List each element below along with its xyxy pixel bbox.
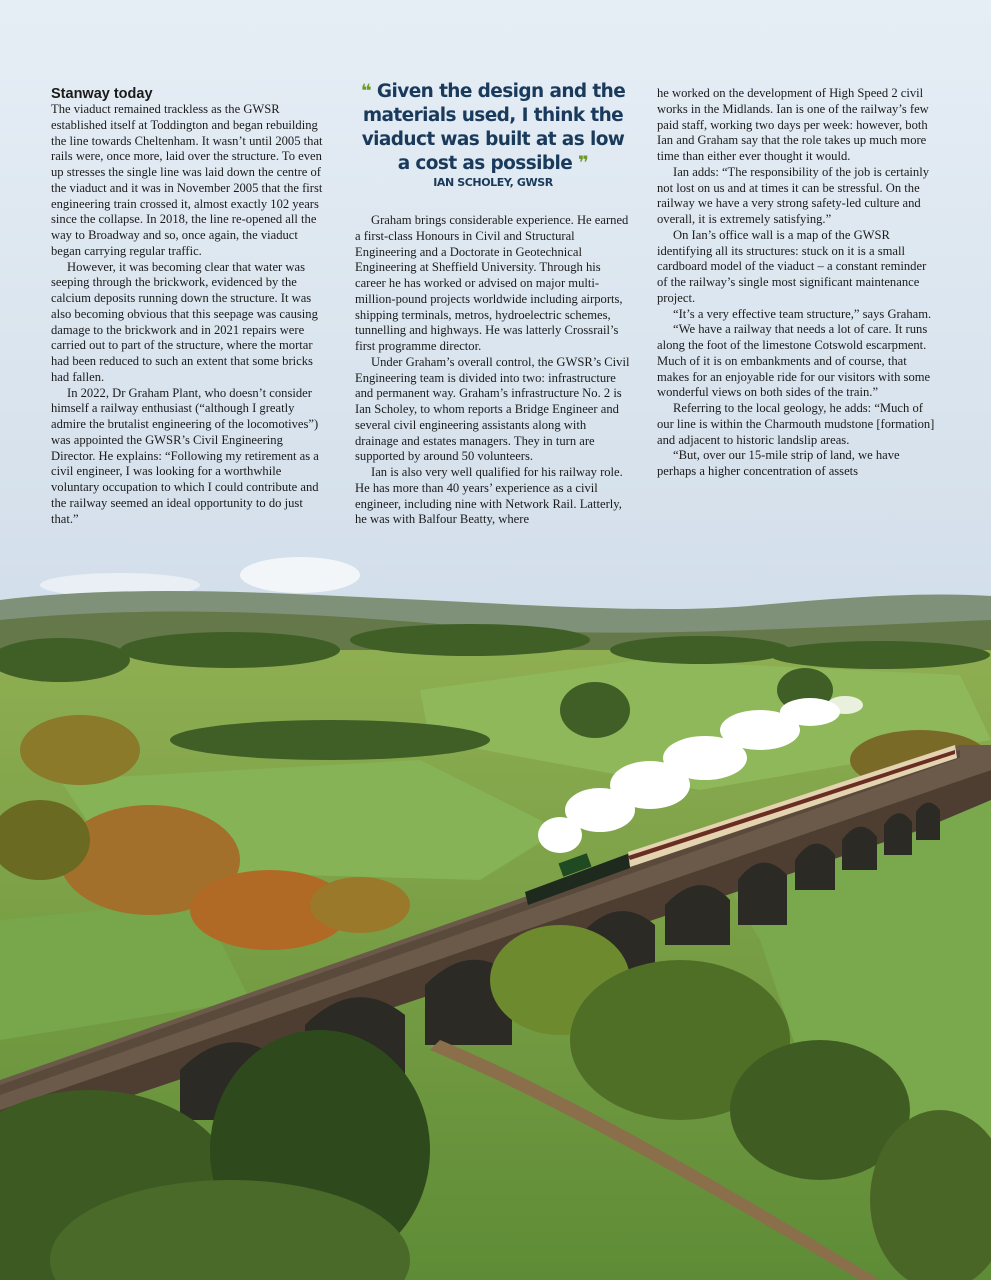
section-heading: Stanway today bbox=[51, 86, 153, 102]
column-middle bbox=[355, 213, 631, 528]
paragraph: On Ian’s office wall is a map of the GWSR identifying all its structures: stuck on it is a small cardboard model of the viaduct – a constant reminder of the railway’s single most significant maintenance project. bbox=[657, 227, 927, 305]
cloud bbox=[240, 557, 360, 593]
paragraph: Ian is also very well qualified for his railway role. He has more than 40 years’ experience as a civil engineer, including nine with Network Rail. Latterly, he was with Balfour Beatty, where bbox=[355, 465, 623, 527]
paragraph: Graham brings considerable experience. He earned a first-class Honours in Civil and Structural Engineering and a Doctorate in Geotechnical Engineering at Sheffield University. Through his career he has worked or advised on major multi-million-pound projects worldwide including airports, shipping terminals, metros, hydroelectric schemes, tunnelling and highways. He was latterly Crossrail’s first programme director. bbox=[355, 213, 629, 353]
paragraph: Under Graham’s overall control, the GWSR’s Civil Engineering team is divided into two: infrastructure and permanent way. Graham’s infrastructure No. 2 is Ian Scholey, to whom reports a Bridge Engineer and several civil engineering assistants along with drainage and estates managers. They in turn are supported by around 50 volunteers. bbox=[355, 354, 630, 464]
paragraph: “It’s a very effective team structure,” says Graham. bbox=[673, 306, 932, 321]
paragraph: he worked on the development of High Speed 2 civil works in the Midlands. Ian is one of the railway’s few paid staff, working two days per week: however, both Ian and Graham say that the role takes up much more time than either ever thought it would. bbox=[657, 86, 929, 163]
close-quote-icon: ❞ bbox=[578, 153, 589, 174]
column-right bbox=[657, 86, 935, 480]
paragraph: In 2022, Dr Graham Plant, who doesn’t consider himself a railway enthusiast (“although I greatly admire the brutalist engineering of the locomotives”) was appointed the GWSR’s Civil Engineering Director. He explains: “Following my retirement as a civil engineer, I was looking for a worthwhile voluntary occupation to which I could contribute and the railway seemed an ideal opportunity to do just that.” bbox=[51, 385, 319, 526]
paragraph: The viaduct remained trackless as the GWSR established itself at Toddington and began rebuilding the line towards Cheltenham. It wasn’t until 2005 that rails were, once more, laid over the structure. To even up stresses the single line was laid down the centre of the viaduct and it was in November 2005 that the first engineering train crossed it, almost exactly 102 years since the collapse. In 2018, the line re-opened all the way to Broadway and so, once again, the viaduct began carrying regular traffic. bbox=[51, 102, 323, 258]
paragraph: However, it was becoming clear that water was seeping through the brickwork, evidenced by the calcium deposits running down the structure. It was also becoming obvious that this seepage was causing damage to the brickwork and in 2021 repairs were carried out to part of the structure, where the mortar had been reduced to such an extent that some bricks had fallen. bbox=[51, 259, 318, 384]
pull-quote-text: Given the design and the materials used, I think the viaduct was built at as low a cost as possible bbox=[361, 81, 626, 174]
pull-quote-attribution: IAN SCHOLEY, GWSR bbox=[433, 176, 553, 189]
open-quote-icon: ❝ bbox=[360, 81, 372, 102]
pull-quote bbox=[355, 80, 631, 176]
paragraph: Referring to the local geology, he adds: “Much of our line is within the Charmouth mudstone [formation] and adjacent to historic landslip areas. bbox=[657, 401, 935, 447]
paragraph: Ian adds: “The responsibility of the job is certainly not lost on us and at times it can be stressful. On the railway we have a very strong safety-led culture and overall, it is extremely satisfying.” bbox=[657, 164, 930, 226]
paragraph: “But, over our 15-mile strip of land, we have perhaps a higher concentration of assets bbox=[657, 448, 900, 478]
paragraph: “We have a railway that needs a lot of care. It runs along the foot of the limestone Cotswold escarpment. Much of it is on embankments and of course, that makes for an enjoyable ride for our visitors with some wonderful views on both sides of the train.” bbox=[657, 322, 931, 400]
column-left bbox=[51, 86, 323, 527]
